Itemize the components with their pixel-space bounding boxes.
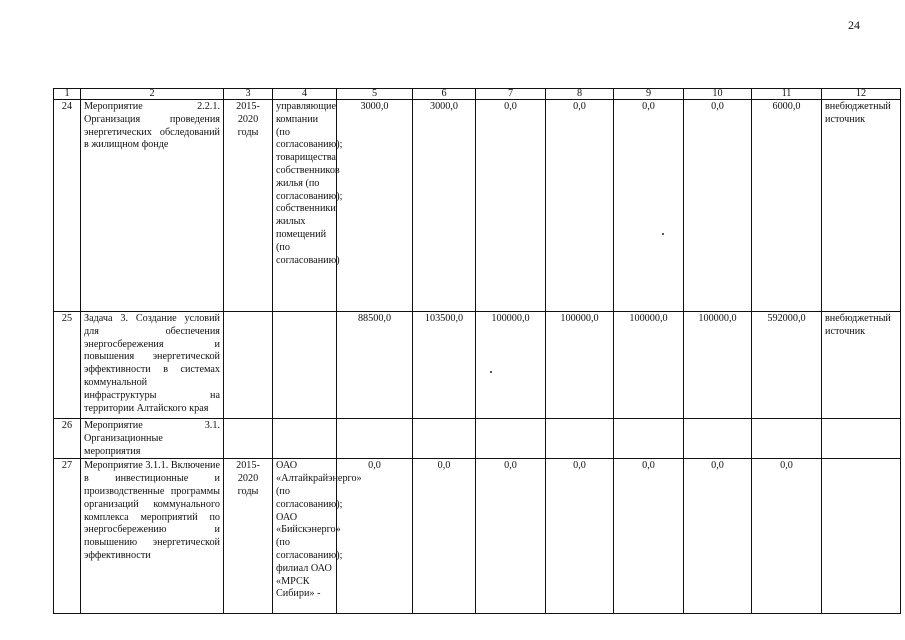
value-cell: 88500,0	[337, 312, 413, 419]
header-row	[54, 89, 901, 100]
value-cell: 100000,0	[476, 312, 546, 419]
value-cell: 0,0	[413, 459, 476, 614]
period-cell	[224, 419, 273, 459]
page-number: 24	[848, 18, 860, 32]
measure-name: Задача 3. Создание условий для обеспечения энергосбережения и повышения энергетической эффективности в системах коммунальной инфраструктуры на территории Алтайского края	[81, 312, 224, 419]
header-cell: 2	[81, 89, 224, 100]
header-cell: 4	[273, 89, 337, 100]
value-cell: 0,0	[546, 100, 614, 312]
executor-cell: управляющие компании (по согласованию); товарищества собственников жилья (по согласованию); собственники жилых помещений (по согласованию)	[273, 100, 337, 312]
executor-cell	[273, 312, 337, 419]
value-cell: 100000,0	[684, 312, 752, 419]
value-cell: 0,0	[684, 459, 752, 614]
measure-name: Мероприятие 3.1. Организационные мероприятия	[81, 419, 224, 459]
value-cell	[476, 419, 546, 459]
row-number: 26	[54, 419, 81, 459]
value-cell: 0,0	[476, 100, 546, 312]
executor-cell: ОАО «Алтайкрайэнерго» (по согласованию); ОАО «Бийскэнерго» (по согласованию); филиал ОАО «МРСК Сибири» -	[273, 459, 337, 614]
funding-source-cell: внебюджетный источник	[822, 312, 901, 419]
value-cell: 3000,0	[413, 100, 476, 312]
value-cell	[413, 419, 476, 459]
header-cell: 1	[54, 89, 81, 100]
row-number: 25	[54, 312, 81, 419]
scan-speck	[490, 371, 492, 373]
header-cell: 6	[413, 89, 476, 100]
header-cell: 7	[476, 89, 546, 100]
row-number: 27	[54, 459, 81, 614]
header-cell: 9	[614, 89, 684, 100]
funding-source-cell	[822, 459, 901, 614]
value-cell: 0,0	[614, 100, 684, 312]
value-cell: 0,0	[476, 459, 546, 614]
value-cell: 0,0	[337, 459, 413, 614]
header-cell: 10	[684, 89, 752, 100]
header-cell: 3	[224, 89, 273, 100]
header-cell: 12	[822, 89, 901, 100]
total-cell	[752, 419, 822, 459]
total-cell: 6000,0	[752, 100, 822, 312]
program-table	[53, 88, 901, 614]
period-cell: 2015- 2020 годы	[224, 459, 273, 614]
value-cell: 0,0	[684, 100, 752, 312]
value-cell: 103500,0	[413, 312, 476, 419]
table-row	[54, 459, 901, 614]
value-cell	[337, 419, 413, 459]
value-cell: 3000,0	[337, 100, 413, 312]
period-cell: 2015- 2020 годы	[224, 100, 273, 312]
scan-speck	[662, 233, 664, 235]
header-cell: 5	[337, 89, 413, 100]
measure-name: Мероприятие 2.2.1. Организация проведения энергетических обследований в жилищном фонде	[81, 100, 224, 312]
total-cell: 0,0	[752, 459, 822, 614]
period-cell	[224, 312, 273, 419]
measure-name: Мероприятие 3.1.1. Включение в инвестиционные и производственные программы организаций коммунального комплекса мероприятий по энергосбережению и повышению энергетической эффективности	[81, 459, 224, 614]
total-cell: 592000,0	[752, 312, 822, 419]
value-cell: 100000,0	[546, 312, 614, 419]
table-row	[54, 419, 901, 459]
funding-source-cell	[822, 419, 901, 459]
table-row	[54, 312, 901, 419]
header-cell: 8	[546, 89, 614, 100]
value-cell	[546, 419, 614, 459]
value-cell: 100000,0	[614, 312, 684, 419]
row-number: 24	[54, 100, 81, 312]
value-cell	[614, 419, 684, 459]
executor-cell	[273, 419, 337, 459]
value-cell: 0,0	[546, 459, 614, 614]
value-cell: 0,0	[614, 459, 684, 614]
funding-source-cell: внебюджетный источник	[822, 100, 901, 312]
value-cell	[684, 419, 752, 459]
header-cell: 11	[752, 89, 822, 100]
table-row	[54, 100, 901, 312]
